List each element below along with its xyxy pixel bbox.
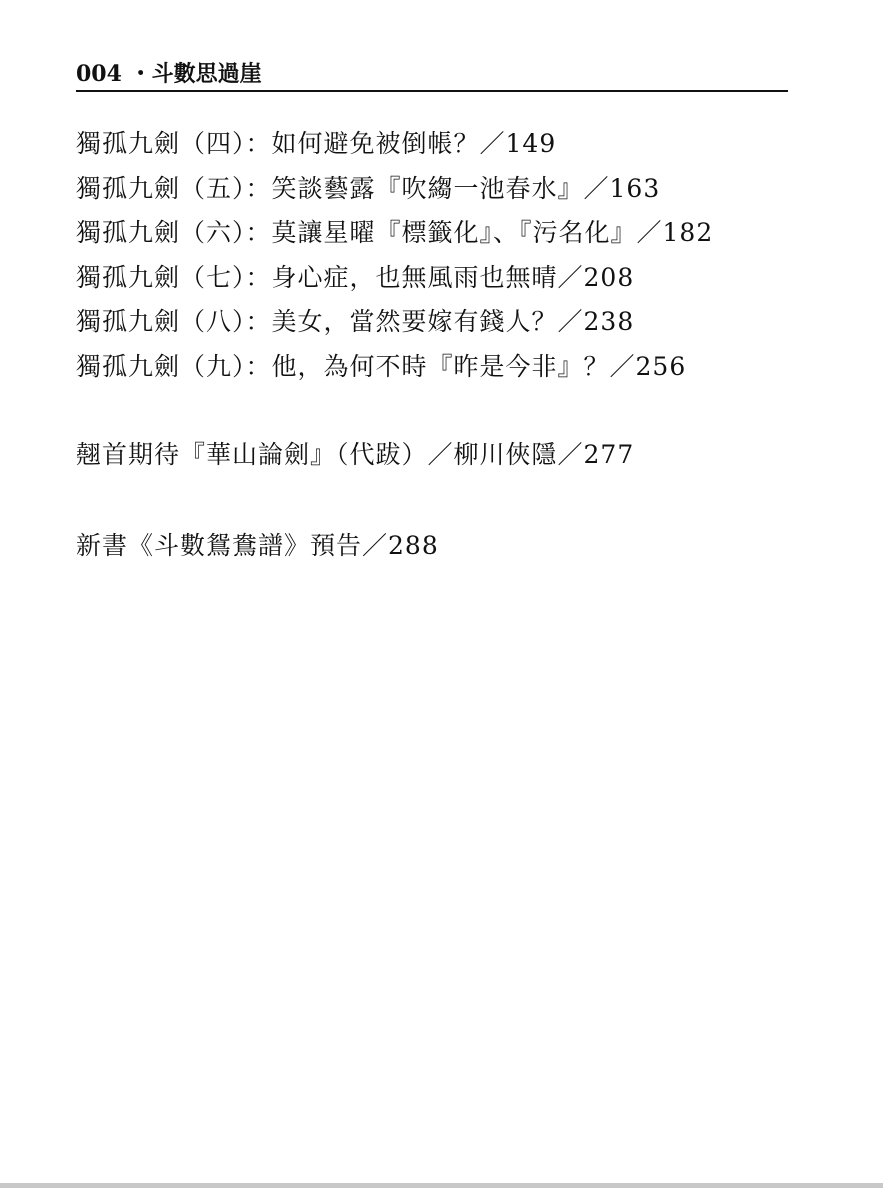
spacer xyxy=(76,478,836,524)
spacer xyxy=(76,389,836,433)
running-head: 004 ・斗數思過崖 xyxy=(76,60,788,92)
toc-entry: 獨孤九劍（六）：莫讓星曜『標籤化』、『污名化』／182 xyxy=(76,218,714,247)
toc-entry: 獨孤九劍（九）：他，為何不時『昨是今非』？／256 xyxy=(76,351,687,381)
toc-entry: 獨孤九劍（四）：如何避免被倒帳？／149 xyxy=(76,129,557,158)
toc-entry: 獨孤九劍（七）：身心症，也無風雨也無晴／208 xyxy=(76,262,635,292)
chapter-list xyxy=(76,122,836,389)
scan-bottom-edge xyxy=(0,1183,883,1188)
toc-entry: 獨孤九劍（五）：笑談藝露『吹縐一池春水』／163 xyxy=(76,173,661,203)
table-of-contents xyxy=(76,122,836,568)
toc-entry-preview: 新書《斗數鴛鴦譜》預告／288 xyxy=(76,530,439,560)
toc-entry: 獨孤九劍（八）：美女，當然要嫁有錢人？／238 xyxy=(76,307,635,336)
toc-entry-afterword: 翹首期待『華山論劍』（代跋）／柳川俠隱／277 xyxy=(76,440,635,469)
